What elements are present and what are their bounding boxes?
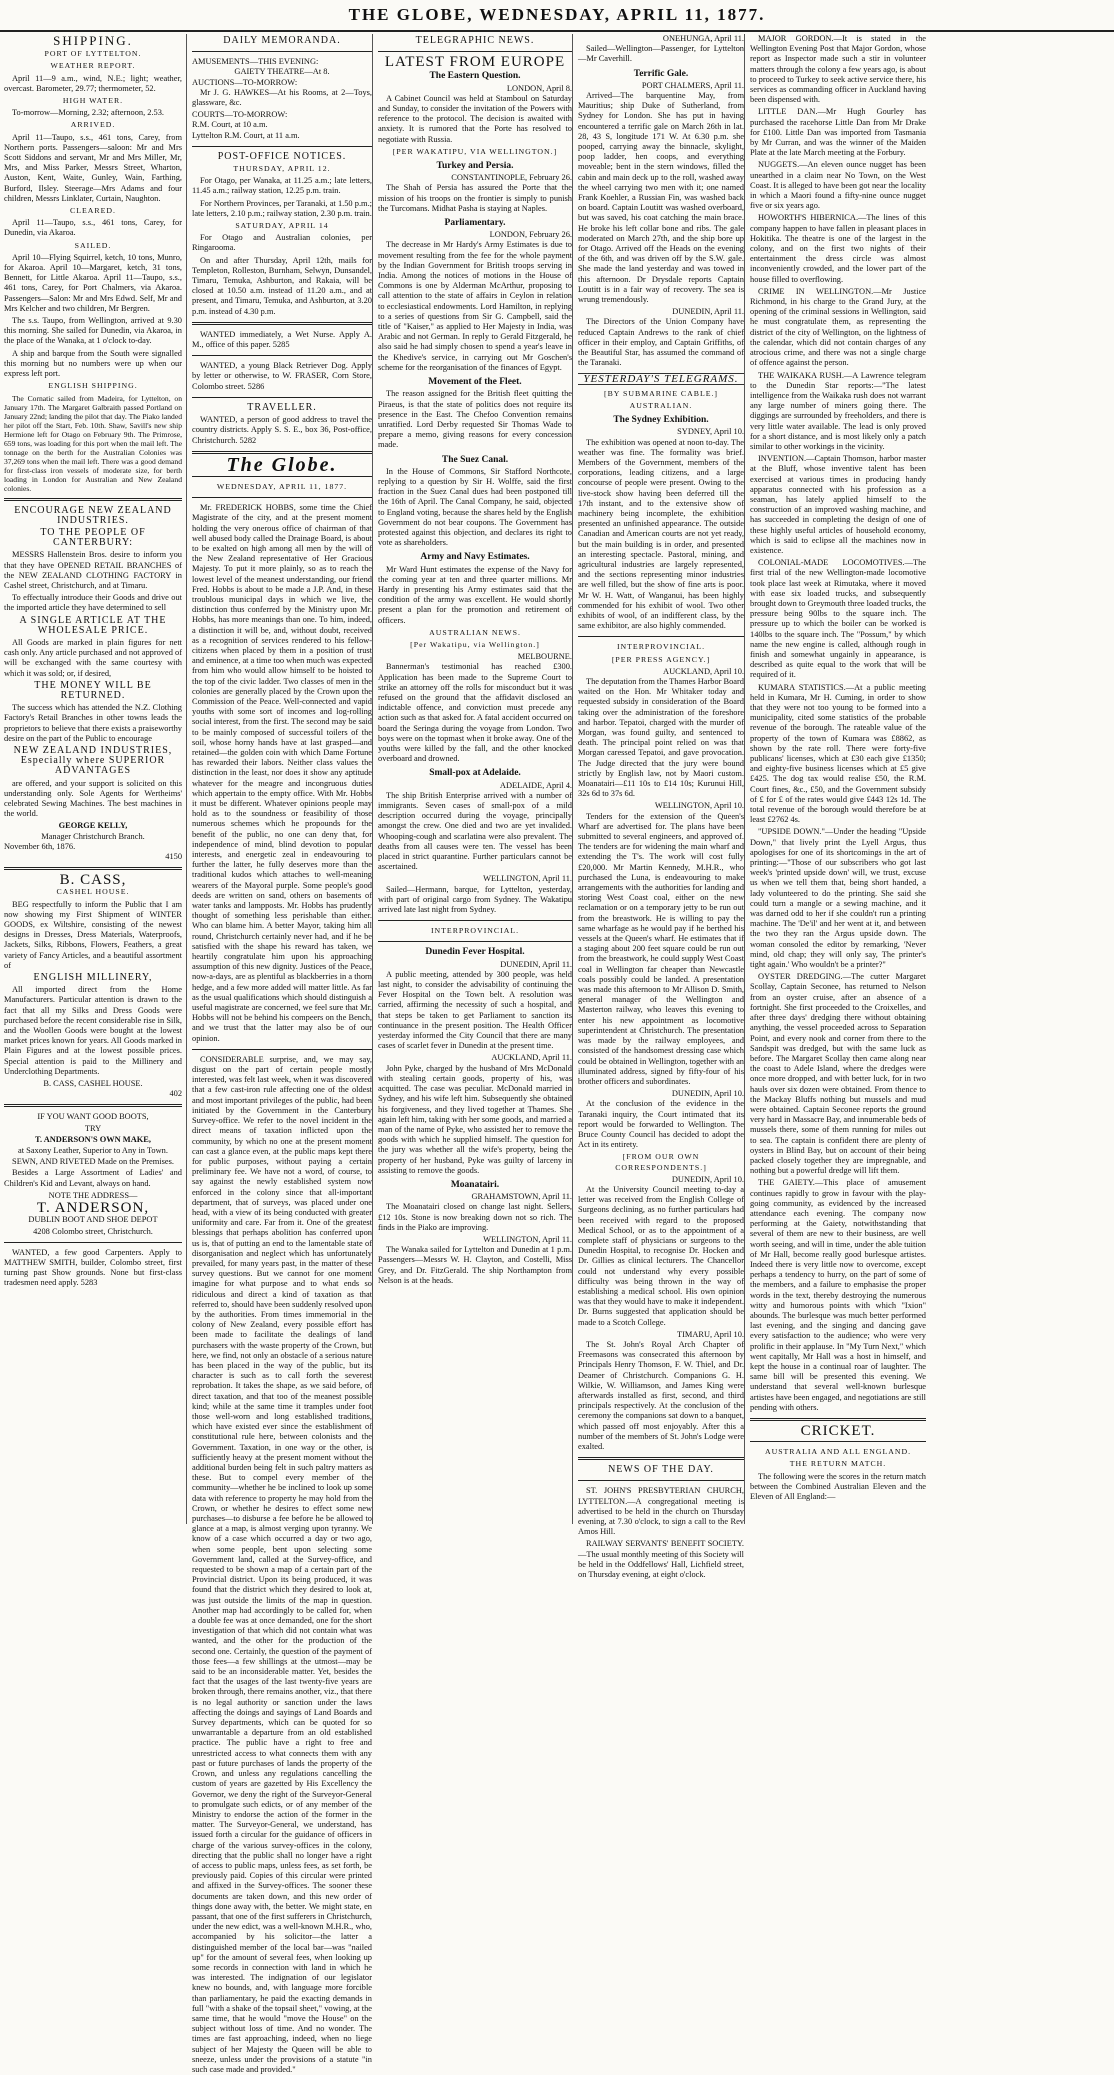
news-locomotives: COLONIAL-MADE LOCOMOTIVES.—The first trial of the new Wellington-made locomotive took place last week at Rimutaka, where it moved with ease six loaded trucks, and subsequently brought down to Greymouth three loaded trucks, the pressure being 90lbs to the square inch. The pressure up to which the boiler can be worked is 140lbs to the square inch. The "Possum," by which name the new engine is called, although rough in finish and somewhat ungainly in appearance, is described as quite equal to the work that will be required of it. <box>750 558 926 680</box>
encourage-title: ENCOURAGE NEW ZEALAND INDUSTRIES. <box>14 504 172 526</box>
yesterday-heading: YESTERDAY'S TELEGRAMS. <box>578 373 744 385</box>
cleared-heading: CLEARED. <box>70 206 116 216</box>
interprovincial-heading-2: INTERPROVINCIAL. <box>616 642 706 652</box>
news-invention: INVENTION.—Captain Thomson, harbor master at the Bluff, whose inventive talent has been exercised at various times in producing handy apparatus connected with his profession as a seaman, has lately applied himself to the construction of an improved washing machine, and has succeeded in completing the design of one of these highly useful articles of household economy, which is said to eclipse all the machines now in existence. <box>750 454 926 555</box>
globe-nameplate: The Globe. <box>226 453 338 476</box>
encourage-body-1: MESSRS Hallenstein Bros. desire to inform you that they have OPENED RETAIL BRANCHES of the NEW ZEALAND CLOTHING FACTORY in Cashel street, Christchurch, and at Timaru. <box>4 550 182 590</box>
fever-text: A public meeting, attended by 300 people, was held last night, to consider the advisability of continuing the Fever Hospital on the Town belt. A resolution was carried, affirming the necessity of such a hospital, and that steps be taken to get Parliament to sanction its continuance in the present position. The Health Officer yesterday informed the City Council that there are many cases of scarlet fever in Dunedin at the present time. <box>378 969 572 1051</box>
cricket-heading: CRICKET. <box>800 1423 876 1440</box>
per-wakatipu: [PER WAKATIPU, VIA WELLINGTON.] <box>392 146 558 156</box>
anderson-line-4: at Saxony Leather, Superior to Any in Town. <box>18 1146 168 1156</box>
auctions-heading: AUCTIONS—TO-MORROW: <box>192 77 298 87</box>
cable-heading: [BY SUBMARINE CABLE.] <box>603 388 719 398</box>
amusements-heading: AMUSEMENTS—THIS EVENING: <box>192 57 319 67</box>
masthead-title: THE GLOBE, WEDNESDAY, APRIL 11, 1877. <box>348 5 766 24</box>
turkey-text: The Shah of Persia has assured the Porte that the mission of his troops on the frontier is simply to punish the Turcomans. Midhat Pasha is staying at Naples. <box>378 183 572 213</box>
sailed-text: April 10—Flying Squirrel, ketch, 10 tons, Munro, for Akaroa. April 10—Margaret, ketch, 31 tons, Bennett, for Little Akaroa. April 11—Taupo, s.s., 461 tons, Carey, for Port Chalmers, via Akaroa. Passengers—Salon: Mr and Mrs Edwd. Self, Mr and Mrs Kelcher and two children, Mr Bergren. <box>4 252 182 313</box>
cass-title: B. CASS, <box>59 872 127 889</box>
weather-heading: WEATHER REPORT. <box>50 61 136 71</box>
divider <box>192 355 372 356</box>
divider <box>192 1049 372 1050</box>
port-heading: PORT OF LYTTELTON. <box>44 49 142 59</box>
arrived-heading: ARRIVED. <box>70 120 116 130</box>
news-gaiety: THE GAIETY.—This place of amusement continues rapidly to grow in favour with the play-going community, as evidenced by the increased attendance each evening. The company now performing at the Gaiety, notwithstanding that several of them are new to their business, are well worth seeing, and will in time, under the able tuition of Mr Hall, become really good burlesque artistes. Indeed there is very little now to overcome, except perhaps a tendency to hurry, on the part of some of the members, and a failure to emphasise the proper words in the text, thereby destroying the numerous witty and humorous points with which "Ixion" abounds. The burlesque was much better performed last evening, and the singing and dancing gave every satisfaction to the audience; who were very prolific in their applause. In "My Turn Next," which went capitally, Mr Hall was a host in himself, and kept the house in a continual roar of laughter. The same bill will be presented this evening. We understand that several well-known burlesque artistes have been engaged, and negotiations are still pending with others. <box>750 1178 926 1412</box>
anderson-line-5: SEWN, AND RIVETED Made on the Premises. <box>12 1157 174 1167</box>
suez-heading: The Suez Canal. <box>441 454 509 465</box>
turkey-heading: Turkey and Persia. <box>436 161 514 172</box>
news-oyster: OYSTER DREDGING.—The cutter Margaret Scollay, Captain Seconee, has returned to Nelson from an oyster cruise, after an absence of a fortnight. She first proceeded to the Croixelles, and after three days' dredging there without obtaining anything, the vessel proceeded across to Separation Point, and every nook and corner from there to the Sandspit was dredged, but with the same luck as before. The Margaret Scollay then came along near the coast to Adele Island, where the dredges were once more dropped, and with better luck, for in two hauls over six dozen were obtained. From thence to the Mackay Bluffs nothing but mussels and mud were obtained. Captain Seconee reports the ground very hard in Massacre Bay, and innumerable beds of mussels there, some of them running for miles out to sea. The captain is confident there are plenty of oysters in Blind Bay, but on account of their being packed closely together they are impregnable, and nothing but a powerful dredge will lift them. <box>750 972 926 1176</box>
divider <box>578 1480 744 1481</box>
news-little-dan: LITTLE DAN.—Mr Hugh Gourley has purchased the racehorse Little Dan from Mr Drake for £100. Little Dan was imported from Tasmania by Mr Curran, and was the winner of the Maiden Plate at the late March meeting at the Forbury. <box>750 107 926 158</box>
dunedin3-date: DUNEDIN, April 10. <box>671 1174 744 1184</box>
cleared-text: April 11—Taupo, s.s., 461 tons, Carey, for Dunedin, via Akaroa. <box>4 218 182 238</box>
wellington2-date: WELLINGTON, April 11. <box>483 1234 572 1244</box>
fleet-text: The reason assigned for the British fleet quitting the Piraeus, is that the state of politics does not require its presence in the East. The Chefoo Convention remains unratified. Lord Derby requested Sir Thomas Wade to prepare a memo, giving reasons for every concession made. <box>378 389 572 450</box>
wellington2-text: The Wanaka sailed for Lyttelton and Dunedin at 1 p.m. Passengers—Messrs W. H. Clayton, and Costelli, Miss Grey, and Dr. FitzGerald. The ship Northampton from Nelson is at the heads. <box>378 1245 572 1285</box>
encourage-single: A SINGLE ARTICLE AT THE WHOLESALE PRICE. <box>19 614 167 636</box>
sailed-heading: SAILED. <box>74 240 112 250</box>
post-s2: On and after Thursday, April 12th, mails for Templeton, Rolleston, Burnham, Selwyn, Dunsandel, Timaru, Temuka, Ashburton, and Rakaia, will be closed at 10.50 a.m. instead of 11.20 a.m., and at present, and Timaru, Temuka, and Ashburton, at 3.20 p.m. instead of 4.30 p.m. <box>192 255 372 316</box>
divider <box>578 1457 744 1460</box>
telegraphic-title: TELEGRAPHIC NEWS. <box>415 35 535 46</box>
high-water: To-morrow—Morning, 2.32; afternoon, 2.53. <box>12 108 165 118</box>
onehunga-date: ONEHUNGA, April 11. <box>662 34 744 43</box>
news-item-1: ST. JOHN'S PRESBYTERIAN CHURCH, LYTTELTON.—A congregational meeting is advertised to be held in the church on Thursday evening, at 7.30 o'clock, to sign a call to the Rev Amos Hill. <box>578 1486 744 1537</box>
wellington-date: WELLINGTON, April 11. <box>483 874 572 884</box>
memoranda-title: DAILY MEMORANDA. <box>223 35 341 46</box>
gale-heading: Terrific Gale. <box>633 68 689 79</box>
column-1 <box>4 34 186 1524</box>
auckland-date: AUCKLAND, April 11. <box>491 1053 572 1063</box>
column-5 <box>744 34 931 1524</box>
parliamentary-text: The decrease in Mr Hardy's Army Estimates is due to movement resulting from the fee for the whole payment by the Indian Government for British troops serving in India. Among the notices of motions in the House of Commons is one by Alderman McArthur, proposing to call attention to the state of affairs in Ceylon in relation to ecclesiastical endowments. Lord Hamilton, in replying to a series of questions from Sir G. Campbell, said the title of "Kaiser," as applied to Her Majesty in India, was Arabic and not German. In reply to Gerald Fitzgerald, he also said he had simply chosen to spend a year's leave in the Khedive's service, in carrying out Mr Goschen's scheme for the reorganisation of the finances of Egypt. <box>378 240 572 372</box>
anderson-line-6: Besides a Large Assortment of Ladies' and Children's Kid and Levant, always on hand. <box>4 1168 182 1188</box>
divider <box>4 867 182 870</box>
parliamentary-heading: Parliamentary. <box>444 218 506 229</box>
anderson-note: NOTE THE ADDRESS— <box>48 1190 138 1200</box>
anderson-line-1: IF YOU WANT GOOD BOOTS, <box>37 1112 149 1122</box>
cass-millinery: ENGLISH MILLINERY, <box>33 972 153 984</box>
moanatairi-text: The Moanatairi closed on change last night. Sellers, £12 10s. Stone is now breaking down not so rich. The finds in the Piako are improving. <box>378 1202 572 1232</box>
cass-sub: CASHEL HOUSE. <box>56 887 130 897</box>
divider <box>750 1441 926 1442</box>
post-saturday: SATURDAY, APRIL 14 <box>235 221 329 231</box>
army-heading: Army and Navy Estimates. <box>420 552 530 563</box>
divider <box>192 51 372 52</box>
divider <box>378 920 572 921</box>
news-waikaka: THE WAIKAKA RUSH.—A Lawrence telegram to the Dunedin Star reports:—"The latest intelligence from the Waikaka rush does not warrant any large number of miners going there. The diggings are surrounded by freeholders, and there is very little water available. The lead is only proved for a short distance, and is most likely only a patch similar to other workings in the vicinity. <box>750 370 926 451</box>
cass-sign: B. CASS, CASHEL HOUSE. <box>43 1079 143 1089</box>
encourage-body-2: To effectually introduce their Goods and drive out the imported article they have determined to sell <box>4 593 182 613</box>
news-upside-down: "UPSIDE DOWN."—Under the heading "Upside Down," that lively print the Lyell Argus, thus apologises for one of its shortcomings in the art of printing:—"Those of our subscribers who got last week's 'printed upside down' will, we trust, excuse us when we tell them that, being short handed, a lady volunteered to do the printing. She said she could turn a mangle or a sewing machine, and it was darned odd to her if she couldn't run a printing machine. The 'De'il' and her went at it, and between the two they ran the Argus upside down. The woman consoled the editor by remarking, 'Never mind, old chap; they will only say, The printer's tight again.' Who wouldn't be a printer?" <box>750 827 926 970</box>
wanted-nurse: WANTED immediately, a Wet Nurse. Apply A. M., office of this paper. 5285 <box>192 329 372 350</box>
divider <box>192 397 372 398</box>
post-t2: For Northern Provinces, per Taranaki, at 1.50 p.m.; late letters, 2.10 p.m.; railway station, 2.30 p.m. train. <box>192 198 372 218</box>
news-heading: NEWS OF THE DAY. <box>608 1464 714 1476</box>
editorial-survey: CONSIDERABLE surprise, and, we may say, disgust on the part of certain people mostly interested, was felt last week, when it was discovered that a few cast-iron rule affecting one of the oldest and most important privileges of the public, had been initiated by the Government in the Canterbury Survey-office. We refer to the novel incident in the direct means of taxation inflicted upon the community, by which no one at the present moment can cast a glance even, at the public maps kept there for public purposes, without paying a certain preliminary fee. We have not a word, of course, to say against the newly established system now enforced in the colony since that all-important department, that of surveys, was placed under one head, with a view of its being conducted with greater uniformity and care. Far from it. One of the greatest blessings that perhaps abolition has conferred upon us is, that of putting an end to the lamentable state of disorganisation and neglect which has unfortunately prevailed, for many years past, in the matter of these survey questions. But we cannot for one moment imagine for what purpose and to what ends so ridiculous and direct a kind of taxation as that referred to, should have been suddenly resolved upon by the authorities. From times immemorial in the colony of New Zealand, every possible effort has been made to facilitate the dealings of land purchasers with the waste property of the Crown, but here, we find, not only an obstacle of a serious nature has been placed in the way of the public, but its character is such as to call forth the severest reprobation. It takes the shape, as we said before, of direct taxation, and that too of the meanest possible kind; while at the same time it tramples under foot those well-worn and long established traditions, which have existed ever since the establishment of constitutional rule here, between colonists and the Government. Taxation, in one way or the other, is sufficiently heavy at the present moment without the additional burden being felt in such paltry matters as these. But to compel every member of the community—whether he be inclined to look up some data with reference to property he may hold from the Crown, or whether he desires to effect some new purchases—to disburse a fee before he be allowed to glance at a map, is almost verging upon tyranny. We know of a case which occurred a day or two ago, when some people, bent upon selecting some Government land, called at the Survey-office, and requested to be shown a map of a certain part of the Provincial district. Upon its being produced, it was found that the district which they desired to look at, was just outside the limits of the map in question. Another map had accordingly to be called for, when a double fee was at once demanded, one for the short investigation of that which did not contain what was wanted, and the other for the production of the second one. Certainly, the question of the payment of those fees—a few shillings at the utmost—may be said to be an inconsiderable matter. Yet, besides the fact that the usages of the last twenty-five years are broken through, there remains another, viz., that there is no legal authority or sanction under the laws affecting the doings and sayings of Land Boards and Survey departments, which can be quoted for so unwarrantable a departure from an old established practice. The public have a right to free and unrestricted access to what connects them with any past or future purchases of lands the property of the Crown, and unless any regulations cancelling the custom of years are gazetted by His Excellency the Governor, we deny the right of the Surveyor-General to promulgate such edicts, or of any member of the Ministry to endorse the action of the former in the matter. The Surveyor-General, we understand, has issued forth a circular for the guidance of officers in charge of the various survey-offices in the colony, directing that the public shall no longer have a right of access to public maps, unless fees, as set forth, be previously paid. Copies of this circular were printed and affixed in the Survey-offices. The sooner these documents are taken down, and this new order of things done away with, the better. We might state, en passant, that one of the first sufferers in Christchurch, under the new edict, was a well-known M.H.R., who, accompanied by his solicitor—the latter a distinguished member of the local bar—was "nailed up" for the amount of several fees, when looking up some records in connection with land in which he was interested. The indignation of our legislator knew no bounds, and, with language more forcible than parliamentary, he paid the exacting demands in full "with a shake of the topsail sheet," vowing, at the same time, that he would "move the House" on the subject without loss of time. And no wonder. The times are fast approaching, indeed, when no liege subject of her Majesty the Queen will be able to sneeze, unless under the provisions of a statute "in such case made and provided." <box>192 1054 372 2074</box>
army-text: Mr Ward Hunt estimates the expense of the Navy for the coming year at ten and three quarter millions. Mr Hardy in presenting his Army estimates said that the condition of the army was excellent. He would shortly present a plan for the promotion and retirement of officers. <box>378 564 572 625</box>
divider <box>192 476 372 477</box>
exhibition-heading: The Sydney Exhibition. <box>613 415 709 426</box>
high-water-heading: HIGH WATER. <box>62 96 124 106</box>
news-item-2: RAILWAY SERVANTS' BENEFIT SOCIETY.—The usual monthly meeting of this Society will be held in the Oddfellows' Hall, Lichfield street, on Thursday evening, at eight o'clock. <box>578 1539 744 1580</box>
hawkes-line: Mr J. G. HAWKES—At his Rooms, at 2—Toys, glassware, &c. <box>192 87 372 108</box>
anderson-address: 4208 Colombo street, Christchurch. <box>33 1226 153 1236</box>
shipping-note-1: The s.s. Taupo, from Wellington, arrived at 9.30 this morning. She sailed for Dunedin, via Akaroa, in the place of the Wanaka, at 1 o'clock to-day. <box>4 316 182 346</box>
encourage-body-3: All Goods are marked in plain figures for nett cash only. Any article purchased and not approved of will be exchanged with the same courtesy with which it was sold; or, if desired, <box>4 637 182 678</box>
auckland2-text: The deputation from the Thames Harbor Board waited on the Hon. Mr Whitaker today and requested subsidy in consideration of the Board taking over the administration of the foreshore and harbor. Tepatoi, charged with the murder of Morgan, was found guilty, and sentenced to death. The principal point relied on was that Morgan caressed Tepatoi, and gave provocation. The Judge directed that the jury were bound strictly by English law, not by Maori custom. Moanatairi—£11 10s to £14 10s; Kurunui Hill, 32s 6d to 37s 6d. <box>578 676 744 799</box>
cricket-body: The following were the scores in the return match between the Combined Australian Eleven and the Eleven of All England:— <box>750 1471 926 1502</box>
gaiety-line: GAIETY THEATRE—At 8. <box>234 67 330 77</box>
carpenters-ad: WANTED, a few good Carpenters. Apply to MATTHEW SMITH, builder, Colombo street, first turning past Show grounds. None but first-class tradesmen need apply. 5283 <box>4 1247 182 1288</box>
smallpox-date: ADELAIDE, April 4. <box>499 780 572 790</box>
encourage-money: THE MONEY WILL BE RETURNED. <box>34 679 152 701</box>
encourage-date: November 6th, 1876. <box>4 841 76 851</box>
wanted-dog: WANTED, a young Black Retriever Dog. Apply by letter or otherwise, to W. FRASER, Corn Store, Colombo street. 5286 <box>192 361 372 391</box>
moanatairi-heading: Moanatairi. <box>450 1179 500 1190</box>
arrived-text: April 11—Taupo, s.s., 461 tons, Carey, from Northern ports. Passengers—saloon: Mr and Mrs Scott Siddons and servant, Mr and Mrs Miller, Mr, Mrs, and Miss Parker, Messrs Street, Wharton, Auston, Kent, Waite, Gunley, Wain, Farthing, Burford, Ilsley. Steerage—Mrs Adams and four children, Messrs Linklater, Curtain, Naughton. <box>4 132 182 203</box>
news-gordon: MAJOR GORDON.—It is stated in the Wellington Evening Post that Major Gordon, whose report as Inspector made such a stir in volunteer matters through the colony a few years ago, is about to proceed to Turkey to seek active service there, his services as commanding officer in Auckland having been dispensed with. <box>750 34 926 105</box>
masthead <box>0 0 1114 32</box>
australian-news-heading: AUSTRALIAN NEWS. <box>429 627 521 637</box>
gale-text: Arrived—The barquentine May, from Mauritius; ship Duke of Sutherland, from Sydney for London. She has put in having encountered a terrific gale on March 26th in lat. 28, 43 S, longitude 171 W. At 6.30 p.m. she pooped, carrying away the binnacle, skylight, poop ladder, hen coops, and everything moveable; bent in the stern windows, filled the cabin and main deck up to the roll, washed away the wheel carrying two men with it; one named Frank Koehler, a Russian Fin, was washed back on board. Captain Loutitt was washed overboard, but was saved, his coat catching the main brace. He broke his left collar bone and ribs. The gale moderated on March 27th, and the ship bore up for Otago. Arrived off the Heads on the evening of the 6th, and was driven off by the S.W. gale. She made the land yesterday and was towed in this afternoon. Dr Drysdale reports Captain Loutitt is in a fair way of recovery. The sea is wrung tremendously. <box>578 91 744 305</box>
shipping-title: SHIPPING. <box>53 33 133 48</box>
post-t1: For Otago, per Wanaka, at 11.25 a.m.; late letters, 11.45 a.m.; railway station, 12.25 p.m. train. <box>192 176 372 196</box>
smallpox-heading: Small-pox at Adelaide. <box>429 768 521 779</box>
column-2 <box>186 34 377 2074</box>
eastern-date: LONDON, April 8. <box>506 83 572 93</box>
editorial-hobbs: Mr. FREDERICK HOBBS, some time the Chief Magistrate of the city, and at the present moment holding the very onerous office of chairman of that well abused body called the Drainage Board, is about to be exalted on high among all men by the will of the New Zealand representative of Her Gracious Majesty. To put it more plainly, so as to reach the lowest level of the meanest understanding, our friend Fred. Hobbs is about to be made a J.P. And, in these troublous municipal days in which we live, the distinction thus conferred by the Ministry upon Mr. Hobbs, has more meanings than one. To him, indeed, a distinction it will be, and, without doubt, received as a recognition of services rendered to his fellow-citizens when placed by them in a position of trust and eminence, at a time too when much was expected from him who would allow himself to be hoisted to the top of the civic ladder. Two classes of men in the colonies are generally placed by the Crown upon the Commission of the Peace. Well-connected and vapid youths with some sort of incomes and log-rolling social interest, from the first. The second may be said to be mainly composed of successful toilers of the soil, whose horny hands have at last grasped—and retained—the golden coin with which Dame Fortune has rewarded their labors. Neither class values the distinction in the least, nor does it show any aptitude whatever for the meagre and incongruous duties which appertain to the empty office. With Mr. Hobbs it must be different. Whatever opinions people may hold as to the soundness or feasibility of those numerous schemes which he propounds for the benefit of the public, no one can deny that, for independence of mind, blind devotion to popular interests, and energetic zeal in endeavouring to further the latter, he fully deserves more than the traditional kudos which attaches to well-meaning wearers of the Mayoral purple. Some people's good deeds are written on sand, others on basements of water tanks and lampposts. Mr. Hobbs has prudently thought of something less perishable than either. Who can blame him. A better Mayor, taking him all round, Christchurch certainly never had, and if he be satisfied with the shape his reward has taken, we heartily congratulate him upon his approaching assumption of this new dignity. Justices of the Peace, now-a-days, are as plentiful as blackberries in a thorn hedge, and a few more added will matter little. As far as the usual qualifications which should distinguish a useful magistrate are concerned, we feel sure that Mr. Hobbs will not be behind his compeers on the Bench, and we trust that the latter may also be of our opinion. <box>192 503 372 1043</box>
onehunga-text: Sailed—Wellington—Passenger, for Lyttelton—Mr Caverhill. <box>578 44 744 64</box>
latest-europe: LATEST FROM EUROPE <box>384 54 566 71</box>
encourage-body-4: The success which has attended the N.Z. Clothing Factory's Retail Branches in other towns leads the proprietors to believe that there exists a praiseworthy desire on the part of the Public to encourage <box>4 703 182 743</box>
moanatairi-date: GRAHAMSTOWN, April 11. <box>471 1192 572 1202</box>
encourage-body-5: are offered, and your support is solicited on this understanding only. Sole Agents for Wertheims' celebrated Sewing Machines. The best machines in the world. <box>4 778 182 819</box>
australian-per: [Per Wakatipu, via Wellington.] <box>410 639 540 649</box>
turkey-date: CONSTANTINOPLE, February 26. <box>451 173 572 183</box>
encourage-code: 4150 <box>165 852 182 861</box>
lyttelton-court: Lyttelton R.M. Court, at 11 a.m. <box>192 130 300 140</box>
correspondents: [FROM OUR OWN CORRESPONDENTS.] <box>615 1152 707 1172</box>
divider <box>192 146 372 147</box>
column-3 <box>372 34 577 1524</box>
timaru-text: The St. John's Royal Arch Chapter of Freemasons was consecrated this afternoon by Principals Henry Thomson, F. W. Thiel, and Dr. Deamer of Christchurch. Companions G. H. Wilkie, W. Williamson, and James King were afterwards installed as first, second, and third principals respectively. At the conclusion of the ceremony the companions sat down to a banquet, which passed off most enjoyably. After this a number of the members of St. John's Lodge were exalted. <box>578 1339 744 1452</box>
divider <box>378 51 572 52</box>
auckland2-date: AUCKLAND, April 10. <box>663 666 744 676</box>
divider <box>578 636 744 637</box>
shipping-note-2: A ship and barque from the South were signalled this morning but no numbers were up when our express left port. <box>4 348 182 379</box>
exhibition-text: The exhibition was opened at noon to-day. The weather was fine. The formality was brief. Members of the Government, members of the corporations, leading citizens, and a large concourse of people were present. Owing to the live-stock show having been deferred till the 17th instant, and to the extensive show of machinery being incomplete, the exhibition presented an unfinished appearance. The outside Canadian and American courts are not yet ready, but the main building is in order, and presented an interesting spectacle. Pastoral, mining, and agricultural industries are largely represented, and the sections representing minor industries are well filled, but the show of fine arts is poor. Mr W. H. Watt, of Wanganui, has been highly commended for his exhibit of wool. Two other exhibits of wool, of an indifferent class, by the same exhibitor, are also highly commended. <box>578 437 744 631</box>
cass-code: 402 <box>169 1089 182 1099</box>
globe-date: WEDNESDAY, APRIL 11, 1877. <box>216 481 348 491</box>
courts-heading: COURTS—TO-MORROW: <box>192 110 288 120</box>
auckland-text: John Pyke, charged by the husband of Mrs McDonald with stealing certain goods, property of his, was acquitted. The case was peculiar. McDonald married in Sydney, and his wife left him. Subsequently she obtained his forgiveness, and they lived together at Thames. She again left him, taking with her some goods, and married a man of the name of Pyke, who assisted her to remove the goods with which he supplied himself. The question for the jury was whether all the wife's property, being the property of her husband, Pyke was guilty of larceny in assisting to remove the goods. <box>378 1063 572 1175</box>
interprovincial-heading: INTERPROVINCIAL. <box>430 926 520 936</box>
dunedin-date: DUNEDIN, April 11. <box>672 307 744 317</box>
cricket-sub: AUSTRALIA AND ALL ENGLAND. <box>764 1447 912 1457</box>
news-nuggets: NUGGETS.—An eleven ounce nugget has been unearthed in a claim near No Town, on the West Coast. It is alleged to have been got near the locality in which a Maori found a fifty-nine ounce nugget five or six years ago. <box>750 160 926 211</box>
fever-date: DUNEDIN, April 11. <box>500 959 572 969</box>
australian-date: MELBOURNE. <box>517 652 572 662</box>
english-shipping-heading: ENGLISH SHIPPING. <box>48 381 138 391</box>
divider <box>4 498 182 501</box>
suez-text: In the House of Commons, Sir Stafford Northcote, replying to a question by Sir H. Wolffe, said the first fraction in the Suez Canal dues had been postponed till the 16th of April. The Canal Company, he said, objected to England voting, because the shares held by the English Government do not bear coupons. The Government has protested against this objection, and declares its right to vote as shareholders. <box>378 466 572 548</box>
exhibition-date: SYDNEY, April 10. <box>677 427 744 437</box>
fever-heading: Dunedin Fever Hospital. <box>425 947 525 958</box>
divider <box>750 1418 926 1421</box>
news-hibernica: HOWORTH'S HIBERNICA.—The lines of this company happen to have fallen in pleasant places in Hokitika. The theatre is one of the largest in the colony, and on the first two nights of their entertainment the dress circle was almost inconveniently crowded, and the lower part of the house filled to overflowing. <box>750 213 926 284</box>
smallpox-text: The ship British Enterprise arrived with a number of immigrants. Seven cases of small-pox of a mild description occurred during the voyage, principally amongst the crew. One died and two are yet invalided. Whooping-cough and scarlatina were also prevalent. The deaths from all causes were ten. The vessel has been placed in strict quarantine. Further particulars cannot be ascertained. <box>378 790 572 872</box>
post-title: POST-OFFICE NOTICES. <box>217 150 347 162</box>
dunedin-text: The Directors of the Union Company have reduced Captain Andrews to the rank of chief officer in their employ, and Captain Griffiths, of the Beautiful Star, has assumed the command of the Taranaki. <box>578 317 744 368</box>
divider <box>4 1104 182 1107</box>
australian-heading: AUSTRALIAN. <box>629 400 693 410</box>
traveller-body: WANTED, a person of good address to travel the country districts. Apply S. S. E., box 36, Post-office, Christchurch. 5282 <box>192 415 372 445</box>
wellington3-date: WELLINGTON, April 10. <box>654 801 744 811</box>
dunedin2-date: DUNEDIN, April 10. <box>671 1089 744 1099</box>
weather-report: April 11—9 a.m., wind, N.E.; light; weather, overcast. Barometer, 29.77; thermometer, 52. <box>4 73 182 93</box>
australian-text: Bannerman's testimonial has reached £300. Application has been made to the Supreme Court to strike an attorney off the rolls for misconduct but it was refused on the ground that the affidavit disclosed an indictable offence, and conviction must precede any action such as that asked for. A fatal accident occurred on board the Seringa during the voyage from London. Two boys were on the topmast when it broke away. One of the youths were killed by the fall, and the other knocked overboard and drowned. <box>378 662 572 764</box>
wellington3-text: Tenders for the extension of the Queen's Wharf are advertised for. The plans have been submitted to several engineers, and approved of. The tenders are for widening the main wharf and extending the T's. The work will cost fully £20,000. Mr Martin Kennedy, M.H.R., who purchased the Luna, is endeavouring to make arrangements with the authorities for landing and storing West Coast coal, either on the new reclamation or on a temporary jetty to be run out from the breastwork. He is willing to pay the same wharfage as he would pay if he berthed his vessels at the Queen's wharf. He estimates that if a staging about 200 feet square could be run out from the breastwork, he could supply West Coast coal in Wellington far cheaper than Newcastle coals possibly could be landed. A presentation was made this afternoon to Mr Allison D. Smith, general manager of the Wellington and Masterton railway, who leaves this evening to enter his new appointment as locomotive superintendent at Christchurch. The presentation was made by the railway employees, and consisted of the handsomest dressing case which could be obtained in Wellington, together with an illuminated address, signed by fifty-four of his brother officers and subordinates. <box>578 811 744 1086</box>
divider <box>4 1242 182 1243</box>
press-agency: [PER PRESS AGENCY.] <box>611 654 711 664</box>
divider <box>192 322 372 325</box>
cass-body: BEG respectfully to inform the Public that I am now showing my First Shipment of WINTER GOODS, ex Wiltshire, consisting of the newest designs in Dresses, Dress Materials, Waterproofs, Jackets, Silks, Ribbons, Flowers, Feathers, a great variety of Fancy Articles, and a beautiful assortment of <box>4 899 182 970</box>
eastern-text: A Cabinet Council was held at Stamboul on Saturday and Sunday, to consider the invitation of the Powers with reference to the protocol. The decision is awaited with anxiety. It is rumored that the Porte has resolved to negotiate with Russia. <box>378 93 572 144</box>
column-4 <box>572 34 749 1580</box>
anderson-line-3: T. ANDERSON'S OWN MAKE, <box>35 1134 151 1144</box>
post-s1: For Otago and Australian colonies, per Ringarooma. <box>192 233 372 253</box>
cricket-match: THE RETURN MATCH. <box>789 1459 887 1469</box>
cass-body-2: All imported direct from the Home Manufacturers. Particular attention is drawn to the fact that all my Silks and Dress Goods were purchased before the recent considerable rise in Silk, and the Woollen Goods were bought at the lowest market prices known for years. All Goods marked in Plain Figures and at the lowest possible prices. Special attention is paid to the Millinery and Underclothing Departments. <box>4 985 182 1076</box>
news-kumara: KUMARA STATISTICS.—At a public meeting held in Kumara, Mr H. Cuming, in order to show that they were not too young to be formed into a municipality, cited some statistics of the probable revenue of the borough. The rateable value of the property of the town of Kumara was £8862, as shown by the rate roll. There were forty-five publicans' licenses, which at £30 each give £1350; and eighty-five business licenses which at £5 give £425. The dog tax would realise £50, the R.M. Court fines, &c., £50, and the Government subsidy of £ for £ of the rates would give £443 12s 1d. The total revenue of the borough would therefore be at least £2762 4s. <box>750 682 926 825</box>
encourage-industries: NEW ZEALAND INDUSTRIES, Especially where SUPERIOR ADVANTAGES <box>13 744 173 777</box>
gale-date: PORT CHALMERS, April 11. <box>641 80 744 90</box>
dunedin2-text: At the conclusion of the evidence in the Taranaki inquiry, the Court intimated that its report would be forwarded to Wellington. The Bruce County Council has decided to adopt the Act in its entirety. <box>578 1099 744 1150</box>
encourage-role: Manager Christchurch Branch. <box>41 831 145 841</box>
anderson-name: T. ANDERSON, <box>36 1200 150 1217</box>
fleet-heading: Movement of the Fleet. <box>428 377 522 388</box>
news-crime: CRIME IN WELLINGTON.—Mr Justice Richmond, in his charge to the Grand Jury, at the opening of the criminal sessions in Wellington, said he must congratulate them, as representing the district of the city of Wellington, on the lightness of the calendar, which did not contain charges of any atrocious crime, and there was not a single charge of offence against the person. <box>750 286 926 368</box>
encourage-name: GEORGE KELLY, <box>58 821 128 831</box>
anderson-depot: DUBLIN BOOT AND SHOE DEPOT <box>28 1215 158 1225</box>
encourage-to: TO THE PEOPLE OF CANTERBURY: <box>40 526 146 549</box>
post-thursday: THURSDAY, APRIL 12. <box>233 164 331 174</box>
divider <box>378 941 572 942</box>
eastern-heading: The Eastern Question. <box>429 71 521 82</box>
english-shipping-text: The Cornatic sailed from Madeira, for Lyttelton, on January 17th. The Margaret Galbraith passed Portland on January 22nd; landing the pilot that day. The Piako landed her pilot off the Start, Feb. 10th. Shaw, Savill's new ship Hermione left for Otago on February 9th. The Primrose, 659 tons, was loading for this port when the mail left. The tonnage on the berth for the Australian Colonies was 37,269 tons when the mail left. There was a good demand for first-class iron vessels of moderate size, for berth loading in London for Australian and New Zealand colonies. <box>4 393 182 493</box>
wellington-text: Sailed—Hermann, barque, for Lyttelton, yesterday, with part of original cargo from Sydney. The Wakatipu arrived late last night from Sydney. <box>378 884 572 915</box>
anderson-line-2: TRY <box>84 1123 102 1133</box>
rm-court: R.M. Court, at 10 a.m. <box>192 120 268 130</box>
timaru-date: TIMARU, April 10. <box>677 1329 744 1339</box>
dunedin3-text: At the University Council meeting to-day a letter was received from the English College of Surgeons declining, as no further particulars had been received with regard to the proposed Medical School, or as to the appointment of a complete staff of physicians or surgeons to the Dunedin Hospital, to recognise Dr. Hocken and Dr. Gillies as clinical lecturers. The Chancellor could not understand why every possible difficulty was being thrown in the way of establishing a medical school. His own opinion was that they would have to make it independent. Dr. Burns suggested that application should be made to a Scotch College. <box>578 1184 744 1327</box>
divider <box>192 497 372 498</box>
parliamentary-date: LONDON, February 26. <box>489 230 572 240</box>
traveller-title: TRAVELLER. <box>247 401 317 413</box>
